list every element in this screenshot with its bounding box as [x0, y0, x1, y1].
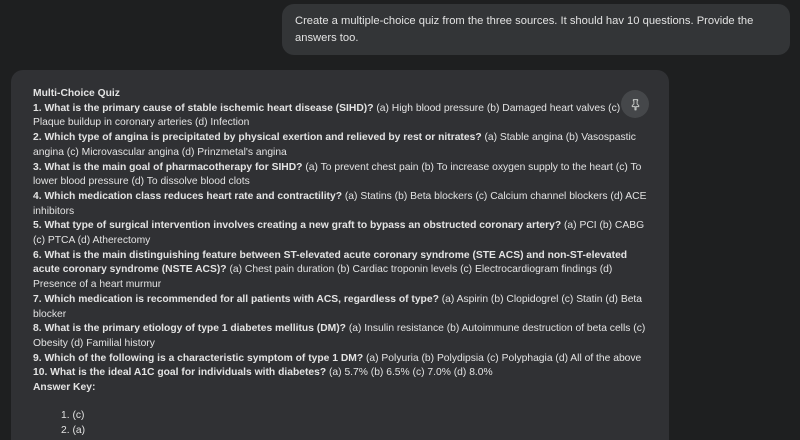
- pin-icon: [629, 98, 642, 111]
- question-options: (a) Chest pain duration (b) Cardiac troponin levels (c) Electrocardiogram findings (d) Presence of a heart murmur: [33, 264, 613, 291]
- question-text: 7. Which medication is recommended for all patients with ACS, regardless of type?: [33, 293, 439, 305]
- question-item: [33, 161, 649, 190]
- user-prompt-bubble: [282, 4, 790, 55]
- answer-item: 2. (a): [61, 424, 86, 436]
- question-text: 8. What is the primary etiology of type 1 diabetes mellitus (DM)?: [33, 323, 346, 335]
- question-item: [33, 102, 649, 131]
- question-list: [33, 102, 649, 381]
- question-options: (a) Stable angina (b) Vasospastic angina (c) Microvascular angina (d) Prinzmetal's angina: [33, 132, 636, 158]
- question-item: [33, 352, 649, 367]
- question-item: [33, 366, 649, 381]
- question-item: [33, 190, 649, 219]
- question-text: 5. What type of surgical intervention involves creating a new graft to bypass an obstructed coronary artery?: [33, 220, 562, 232]
- question-options: (a) High blood pressure (b) Damaged heart valves (c) Plaque buildup in coronary arteries (d) Infection: [33, 102, 621, 129]
- question-options: (a) 5.7% (b) 6.5% (c) 7.0% (d) 8.0%: [326, 367, 493, 379]
- question-options: (a) To prevent chest pain (b) To increase oxygen supply to the heart (c) To lower blood pressure (d) To dissolve blood clots: [33, 161, 642, 188]
- question-options: (a) Insulin resistance (b) Autoimmune destruction of beta cells (c) Obesity (d) Familial history: [33, 323, 646, 349]
- question-text: 1. What is the primary cause of stable ischemic heart disease (SIHD)?: [33, 102, 374, 114]
- question-options: (a) Statins (b) Beta blockers (c) Calcium channel blockers (d) ACE inhibitors: [33, 190, 647, 217]
- question-text: 9. Which of the following is a characteristic symptom of type 1 DM?: [33, 352, 364, 364]
- question-item: [33, 219, 649, 248]
- quiz-title: Multi-Choice Quiz: [33, 88, 120, 99]
- question-item: [33, 293, 649, 322]
- question-options: (a) PCI (b) CABG (c) PTCA (d) Atherectomy: [33, 220, 645, 247]
- question-item: [33, 131, 649, 160]
- answer-list: [33, 408, 649, 438]
- question-text: 2. Which type of angina is precipitated by physical exertion and relieved by rest or nitrates?: [33, 132, 482, 144]
- question-text: 4. Which medication class reduces heart rate and contractility?: [33, 190, 343, 202]
- answer-item: 1. (c): [61, 409, 85, 421]
- question-options: (a) Polyuria (b) Polydipsia (c) Polyphagia (d) All of the above: [363, 352, 642, 364]
- question-text: 6. What is the main distinguishing feature between ST-elevated acute coronary syndrome (STE ACS) and non-ST-elevated acute coronary syndrome (NSTE ACS)?: [33, 249, 628, 276]
- answer-key-title: Answer Key:: [33, 382, 96, 394]
- user-prompt-text: Create a multiple-choice quiz from the three sources. It should hav 10 questions. Provide the answers too.: [295, 15, 754, 44]
- question-options: (a) Aspirin (b) Clopidogrel (c) Statin (d) Beta blocker: [33, 293, 643, 320]
- question-item: [33, 249, 649, 293]
- question-text: 3. What is the main goal of pharmacotherapy for SIHD?: [33, 161, 303, 173]
- question-text: 10. What is the ideal A1C goal for individuals with diabetes?: [33, 367, 327, 379]
- pin-button[interactable]: [621, 90, 649, 118]
- response-card: [11, 70, 669, 440]
- question-item: [33, 322, 649, 351]
